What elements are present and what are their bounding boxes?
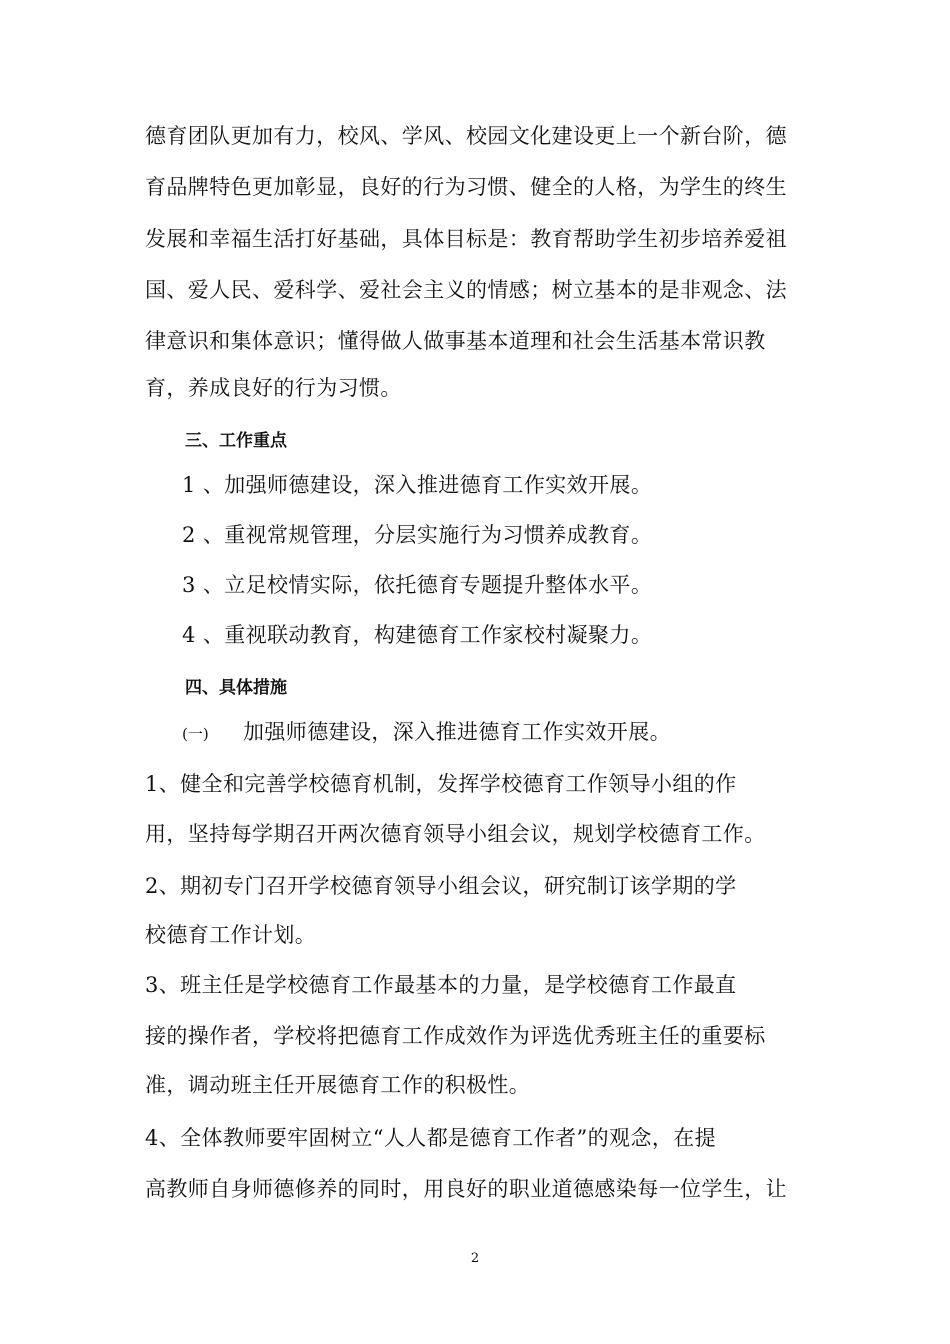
measure-line-9: 高教师自身师德修养的同时，用良好的职业道德感染每一位学生，让: [145, 1177, 787, 1201]
focus-item-2: 2 、重视常规管理，分层实施行为习惯养成教育。: [182, 523, 653, 547]
subsection-title: 加强师德建设，深入推进德育工作实效开展。: [243, 720, 671, 744]
focus-item-3: 3 、立足校情实际，依托德育专题提升整体水平。: [182, 573, 653, 597]
measure-line-3: 2、期初专门召开学校德育领导小组会议，研究制订该学期的学: [145, 874, 737, 898]
page-number: 2: [470, 1251, 480, 1266]
section-heading-measures: 四、具体措施: [185, 678, 287, 698]
measure-line-8: 4、全体教师要牢固树立“人人都是德育工作者”的观念，在提: [145, 1126, 717, 1150]
focus-item-4: 4 、重视联动教育，构建德育工作家校村凝聚力。: [182, 623, 653, 647]
measure-line-4: 校德育工作计划。: [145, 923, 317, 947]
intro-line-3: 发展和幸福生活打好基础，具体目标是：教育帮助学生初步培养爱祖: [145, 227, 787, 251]
intro-line-1: 德育团队更加有力，校风、学风、校园文化建设更上一个新台阶，德: [145, 124, 787, 148]
intro-line-4: 国、爱人民、爱科学、爱社会主义的情感；树立基本的是非观念、法: [145, 278, 787, 302]
subsection-mark: (一): [182, 725, 209, 743]
intro-line-5: 律意识和集体意识；懂得做人做事基本道理和社会生活基本常识教: [145, 329, 766, 353]
measure-line-2: 用，坚持每学期召开两次德育领导小组会议，规划学校德育工作。: [145, 822, 766, 846]
measure-line-5: 3、班主任是学校德育工作最基本的力量，是学校德育工作最直: [145, 973, 737, 997]
intro-line-6: 育，养成良好的行为习惯。: [145, 376, 402, 400]
focus-item-1: 1 、加强师德建设，深入推进德育工作实效开展。: [182, 473, 653, 497]
measure-line-7: 准，调动班主任开展德育工作的积极性。: [145, 1073, 531, 1097]
measure-line-1: 1、健全和完善学校德育机制，发挥学校德育工作领导小组的作: [145, 772, 737, 796]
section-heading-work-focus: 三、工作重点: [185, 431, 287, 451]
measure-line-6: 接的操作者，学校将把德育工作成效作为评选优秀班主任的重要标: [145, 1024, 766, 1048]
intro-line-2: 育品牌特色更加彰显，良好的行为习惯、健全的人格，为学生的终生: [145, 175, 787, 199]
